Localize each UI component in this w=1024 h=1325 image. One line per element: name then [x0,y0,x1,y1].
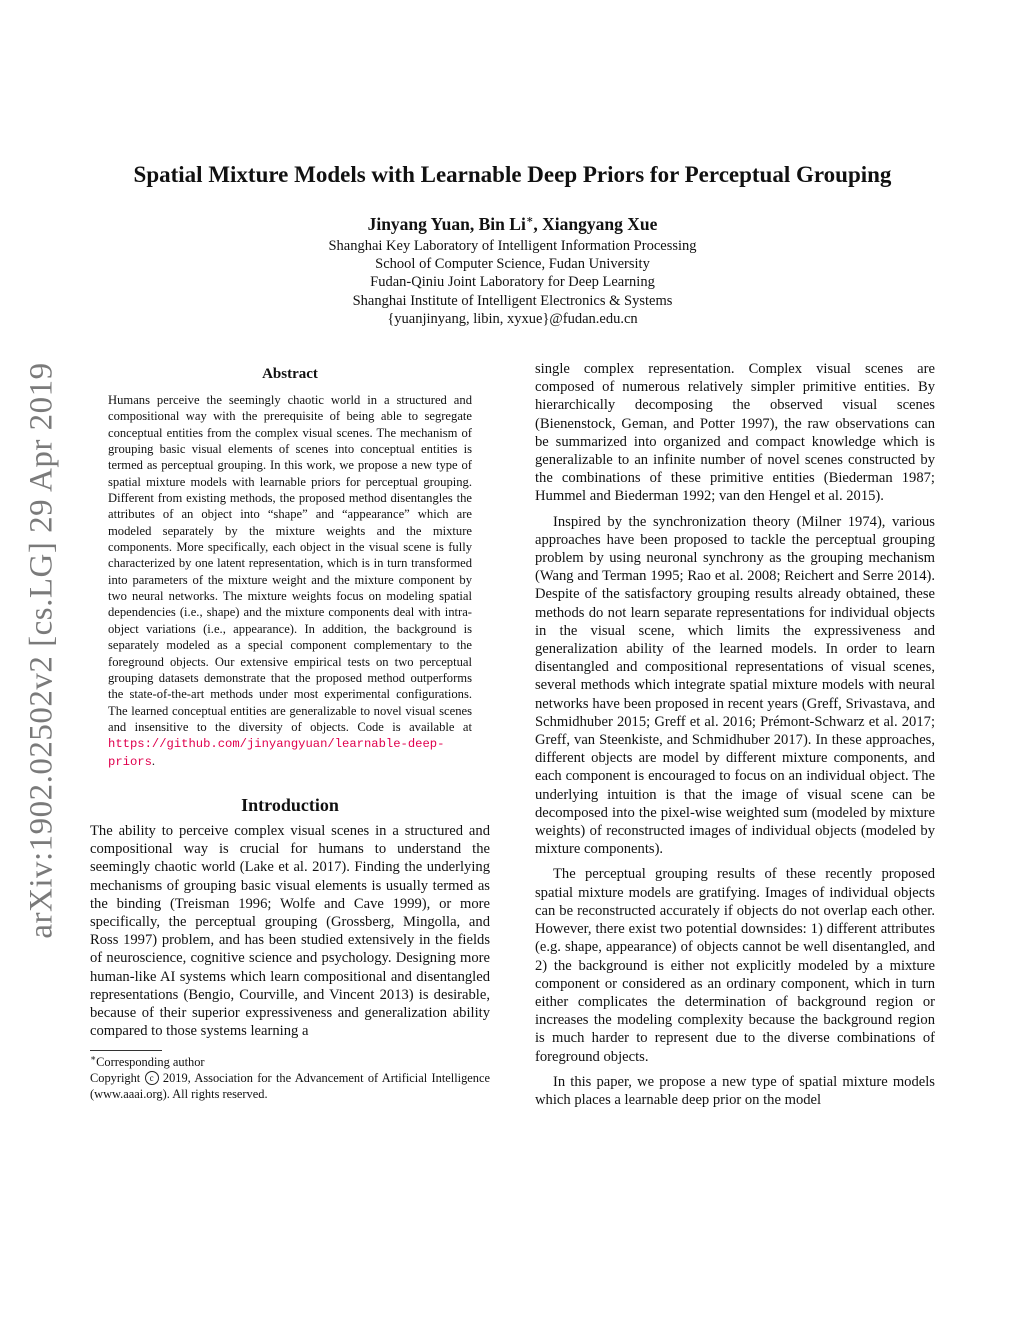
intro-paragraph-5: In this paper, we propose a new type of spatial mixture models which places a learnable deep prior on the model [535,1073,935,1108]
abstract-text [108,392,472,770]
affiliation-1: Shanghai Key Laboratory of Intelligent Information Processing [328,237,697,254]
copyright-notice [90,1070,490,1102]
intro-paragraph-1: The ability to perceive complex visual scenes in a structured and compositional way is crucial for humans to understand the seemingly chaotic world (Lake et al. 2017). Finding the underlying mechanisms of grouping basic visual elements is usually termed as the binding (Treisman 1996; Wolfe and Cave 1999), or more specifically, the perceptual grouping (Grossberg, Mingolla, and Ross 1997) problem, and has been studied extensively in the fields of neuroscience, cognitive science and psychology. Designing more human-like AI systems which learn compositional and disentangled representations (Bengio, Courville, and Vincent 2013) is desirable, because of their superior expressiveness and generalization ability compared to those systems learning a [90,822,490,1040]
author-block [90,207,935,328]
copyright-text: 2019, Association for the Advancement of Artificial Intelligence (www.aaai.org). All rights reserved. [90,1071,490,1102]
abstract-body: Humans perceive the seemingly chaotic world in a structured and compositional way with the prerequisite of being able to segregate conceptual entities from the complex visual scenes. The mechanism of grouping basic visual elements of scenes into conceptual entities is termed as perceptual grouping. In this work, we propose a new type of spatial mixture models with learnable priors for perceptual grouping. Different from existing methods, the proposed method disentangles the attributes of an object into “shape” and “appearance” which are modeled separately by the mixture weights and the mixture components. More specifically, each object in the visual scene is fully characterized by one latent representation, which is in turn transformed into parameters of the mixture weight and the mixture component by two neural networks. The mixture weights focus on modeling spatial dependencies (i.e., shape) and the mixture components deal with intra-object variations (i.e., appearance). In addition, the background is separately modeled as a special component complementary to the foreground objects. Our extensive empirical tests on two perceptual grouping datasets demonstrate that the proposed method outperforms the state-of-the-art methods under most experimental configurations. The learned conceptual entities are generalizable to novel visual scenes and insensitive to the diversity of objects. Code is available at [108,393,472,734]
author-names [90,207,935,237]
affiliation-3: Fudan-Qiniu Joint Laboratory for Deep Learning [370,274,655,291]
author-emails: {yuanjinyang, libin, xyxue}@fudan.edu.cn [387,311,638,328]
paper-title: Spatial Mixture Models with Learnable Deep Priors for Perceptual Grouping [133,162,892,187]
left-column [90,360,490,1102]
code-link[interactable]: https://github.com/jinyangyuan/learnable-deep-priors [108,737,445,769]
authors-first: Jinyang Yuan, Bin Li [367,213,526,234]
intro-paragraph-3: Inspired by the synchronization theory (Milner 1974), various approaches have been proposed to tackle the perceptual grouping problem by using neuronal synchrony as the grouping mechanism (Wang and Terman 1995; Rao et al. 2008; Reichert and Serre 2014). Despite of the satisfactory grouping results already obtained, these methods do not learn separate representations for individual objects in the visual scene, which limits the expressiveness and generalization ability of the learned models. In order to learn disentangled and compositional representations of visual scenes, several methods which integrate spatial mixture models with neural networks have been proposed in recent years (Greff, Srivastava, and Schmidhuber 2015; Greff et al. 2016; Prémont-Schwarz et al. 2017; Greff, van Steenkiste, and Schmidhuber 2017). In these approaches, different objects are model by different mixture components, and each component is encouraged to focus on an individual object. The underlying intuition is that the image of visual scene can be decomposed into the pixel-wise weighted sum (modeled by mixture weights) of reconstructed images of individual objects (modeled by mixture components). [535,513,935,858]
copyright-symbol: c [145,1071,159,1085]
abstract-heading: Abstract [262,366,318,382]
intro-paragraph-4: The perceptual grouping results of these recently proposed spatial mixture models are gratifying. Images of individual objects can be reconstructed accurately if objects do not overlap each other. However, there exist two potential downsides: 1) different attributes (e.g. shape, appearance) of objects cannot be well disentangled, and 2) the background is either not explicitly modeled by a mixture component or considered as an ordinary component, which in turn either complicates the determination of background region or increases the modeling complexity because the background region is much harder to represent due to the diverse combinations of foreground objects. [535,866,935,1065]
footnote-divider [90,1050,162,1051]
copyright-prefix: Copyright [90,1071,141,1086]
corresponding-mark: ∗ [525,214,534,226]
intro-paragraph-2: single complex representation. Complex visual scenes are composed of numerous relatively simpler primitive entities. By hierarchically decomposing the observed visual scenes (Bienenstock, Geman, and Potter 1997), the raw observations can be summarized into organized and compact knowledge which is generalizable to an infinite number of novel scenes constructed by the combinations of these primitive entities (Biederman 1987; Hummel and Biederman 1992; van den Hengel et al. 2015). [535,361,935,505]
arxiv-sidebar [20,350,64,950]
introduction-heading: Introduction [241,794,339,815]
footnote-text: Corresponding author [96,1055,205,1070]
abstract-end: . [151,753,156,768]
footnote-mark: ∗ [90,1053,97,1064]
footnote [90,1054,490,1070]
authors-rest: , Xiangyang Xue [533,213,658,234]
right-column [535,360,935,1109]
affiliation-4: Shanghai Institute of Intelligent Electronics & Systems [352,292,673,309]
affiliation-2: School of Computer Science, Fudan University [375,256,650,273]
arxiv-identifier: arXiv:1902.02502v2 [cs.LG] 29 Apr 2019 [23,361,60,939]
